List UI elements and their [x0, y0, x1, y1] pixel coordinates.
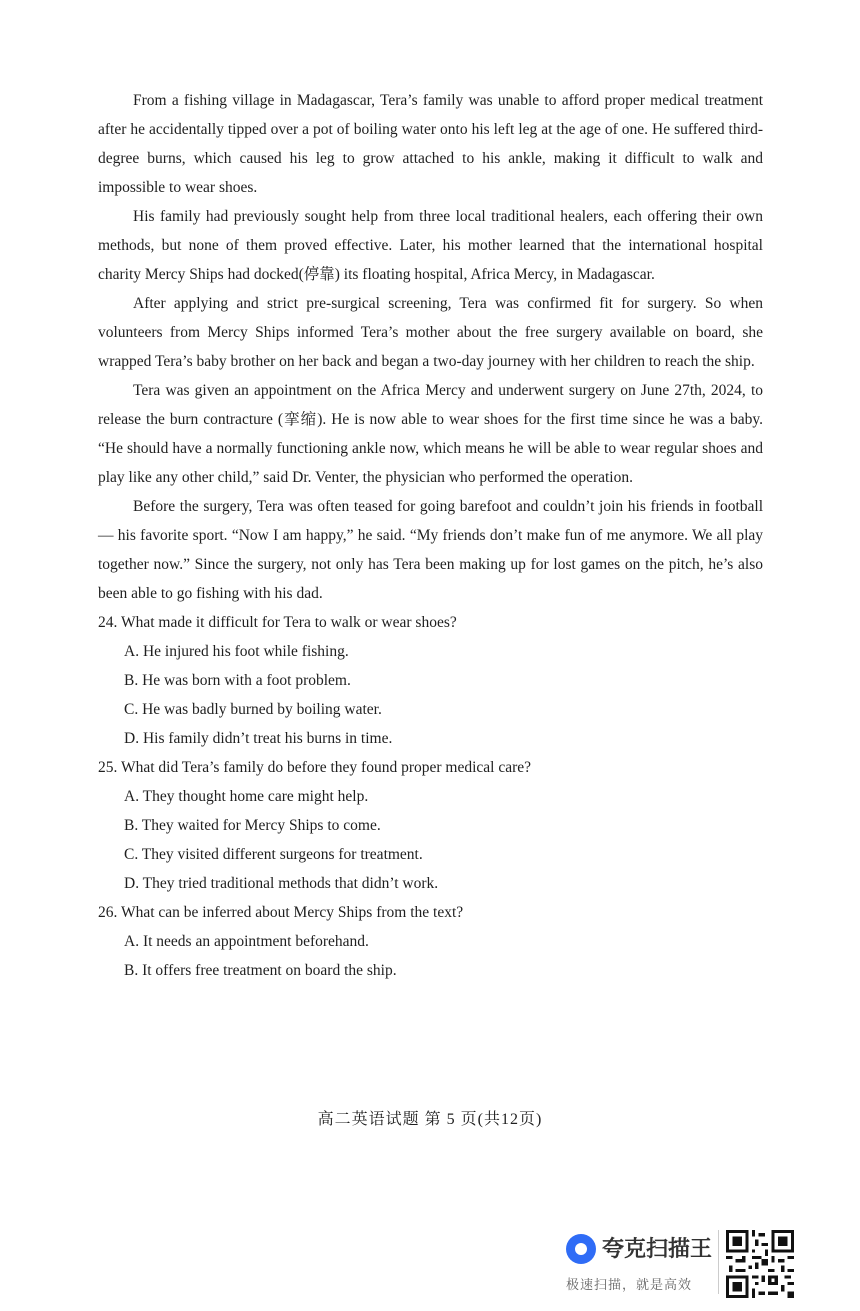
qr-code-icon	[726, 1230, 794, 1298]
text-block	[98, 86, 763, 985]
answer-option: B. They waited for Mercy Ships to come.	[124, 817, 381, 834]
passage-paragraph: From a fishing village in Madagascar, Tera’s family was unable to afford proper medical treatment after he accidentally tipped over a pot of boiling water onto his left leg at the age of one. He suffered third-degree burns, which caused his leg to grow attached to his ankle, making it difficult to walk and impossible to wear shoes.	[98, 92, 763, 196]
answer-option: B. It offers free treatment on board the ship.	[124, 962, 397, 979]
question-stem: 26. What can be inferred about Mercy Ships from the text?	[98, 904, 464, 921]
question-stem: 25. What did Tera’s family do before they found proper medical care?	[98, 759, 532, 776]
question-25	[98, 753, 763, 898]
answer-option: C. They visited different surgeons for treatment.	[124, 846, 423, 863]
watermark-divider	[718, 1230, 719, 1294]
answer-option: A. They thought home care might help.	[124, 788, 369, 805]
watermark-subtitle: 极速扫描，就是高效	[566, 1278, 693, 1293]
answer-option: D. They tried traditional methods that didn’t work.	[124, 875, 439, 892]
answer-option: D. His family didn’t treat his burns in time.	[124, 730, 393, 747]
scanner-logo-icon	[566, 1234, 596, 1264]
answer-option: C. He was badly burned by boiling water.	[124, 701, 382, 718]
passage-paragraph: Tera was given an appointment on the Africa Mercy and underwent surgery on June 27th, 2024, to release the burn contracture (挛缩). He is now able to wear shoes for the first time since he was a baby. “He should have a normally functioning ankle now, which means he will be able to wear regular shoes and play like any other child,” said Dr. Venter, the physician who performed the operation.	[98, 382, 763, 486]
question-26	[98, 898, 763, 985]
question-stem: 24. What made it difficult for Tera to walk or wear shoes?	[98, 614, 457, 631]
answer-option: A. He injured his foot while fishing.	[124, 643, 349, 660]
page-footer: 高二英语试题 第 5 页(共12页)	[317, 1111, 543, 1128]
passage-paragraph: After applying and strict pre-surgical screening, Tera was confirmed fit for surgery. So when volunteers from Mercy Ships informed Tera’s mother about the free surgery available on board, she wrapped Tera’s baby brother on her back and began a two-day journey with her children to reach the ship.	[98, 295, 763, 370]
question-24	[98, 608, 763, 753]
watermark-title: 夸克扫描王	[602, 1237, 713, 1262]
answer-option: B. He was born with a foot problem.	[124, 672, 351, 689]
answer-option: A. It needs an appointment beforehand.	[124, 933, 369, 950]
passage-paragraph: His family had previously sought help from three local traditional healers, each offering their own methods, but none of them proved effective. Later, his mother learned that the international hospital charity Mercy Ships had docked(停靠) its floating hospital, Africa Mercy, in Madagascar.	[98, 208, 763, 283]
passage-paragraph: Before the surgery, Tera was often teased for going barefoot and couldn’t join his friends in football — his favorite sport. “Now I am happy,” he said. “My friends don’t make fun of me anymore. We all play together now.” Since the surgery, not only has Tera been making up for lost games on the pitch, he’s also been able to go fishing with his dad.	[98, 498, 763, 602]
scanner-watermark	[566, 1230, 796, 1300]
